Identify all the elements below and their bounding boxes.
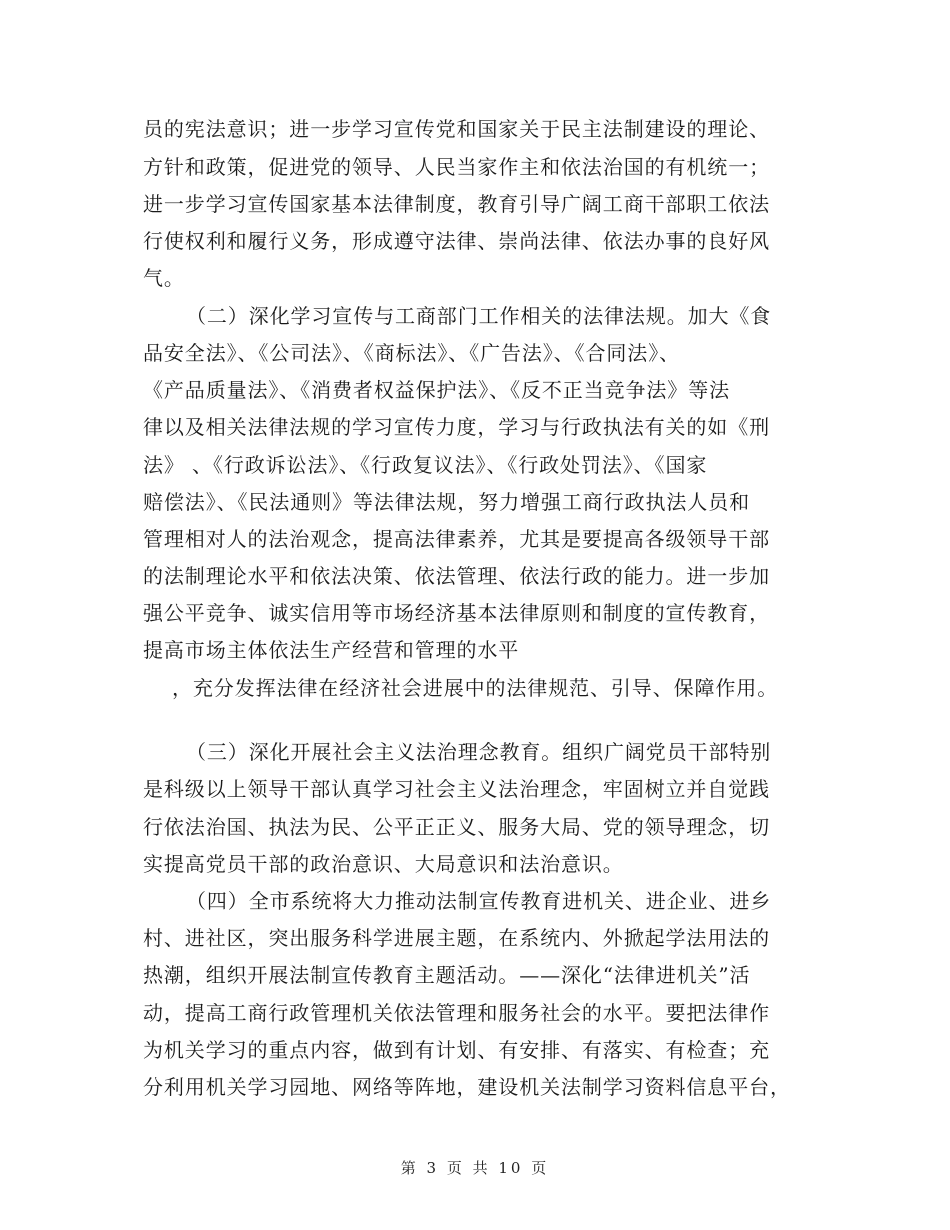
text-line: 员的宪法意识；进一步学习宣传党和国家关于民主法制建设的理论、 xyxy=(143,117,770,141)
text-line: 提高市场主体依法生产经营和管理的水平 xyxy=(143,638,520,662)
text-line: 为机关学习的重点内容，做到有计划、有安排、有落实、有检查；充 xyxy=(143,1038,770,1062)
text-line: 热潮，组织开展法制宣传教育主题活动。——深化“法律进机关”活 xyxy=(143,963,751,987)
text-line: 行使权利和履行义务，形成遵守法律、崇尚法律、依法办事的良好风 xyxy=(143,229,770,253)
paragraph-3-first-line: （三）深化开展社会主义法治理念教育。组织广阔党员干部特别 xyxy=(186,740,772,764)
text-line: ，充分发挥法律在经济社会进展中的法律规范、引导、保障作用。 xyxy=(172,676,779,700)
text-line: 动，提高工商行政管理机关依法管理和服务社会的水平。要把法律作 xyxy=(143,1001,770,1025)
page-number-footer: 第 3 页 共 10 页 xyxy=(400,1159,550,1177)
text-line: 法》 、《行政诉讼法》、《行政复议法》、《行政处罚法》、《国家 xyxy=(143,453,708,477)
text-line: 方针和政策，促进党的领导、人民当家作主和依法治国的有机统一； xyxy=(143,155,770,179)
text-line: 的法制理论水平和依法决策、依法管理、依法行政的能力。进一步加 xyxy=(143,564,770,588)
text-line: 是科级以上领导干部认真学习社会主义法治理念，牢固树立并自觉践 xyxy=(143,777,770,801)
text-line: 行依法治国、执法为民、公平正正义、服务大局、党的领导理念，切 xyxy=(143,815,770,839)
text-line: 品安全法》、《公司法》、《商标法》、《广告法》、《合同法》、 xyxy=(143,341,680,365)
text-line: 实提高党员干部的政治意识、大局意识和法治意识。 xyxy=(143,852,624,876)
text-line: 赔偿法》、《民法通则》等法律法规，努力增强工商行政执法人员和 xyxy=(143,490,750,514)
paragraph-4-first-line: （四）全市系统将大力推动法制宣传教育进机关、进企业、进乡 xyxy=(186,889,772,913)
text-line: 气。 xyxy=(143,266,185,290)
paragraph-2-first-line: （二）深化学习宣传与工商部门工作相关的法律法规。加大《食 xyxy=(186,304,772,328)
text-line: 村、进社区，突出服务科学进展主题，在系统内、外掀起学法用法的 xyxy=(143,926,770,950)
text-line: 分利用机关学习园地、网络等阵地，建设机关法制学习资料信息平台， xyxy=(143,1075,791,1099)
text-line: 进一步学习宣传国家基本法律制度，教育引导广阔工商干部职工依法 xyxy=(143,192,770,216)
text-line: 律以及相关法律法规的学习宣传力度，学习与行政执法有关的如《刑 xyxy=(143,415,770,439)
text-line: 管理相对人的法治观念，提高法律素养，尤其是要提高各级领导干部 xyxy=(143,527,770,551)
text-line: 《产品质量法》、《消费者权益保护法》、《反不正当竞争法》等法 xyxy=(143,378,730,402)
text-line: 强公平竞争、诚实信用等市场经济基本法律原则和制度的宣传教育， xyxy=(143,601,770,625)
